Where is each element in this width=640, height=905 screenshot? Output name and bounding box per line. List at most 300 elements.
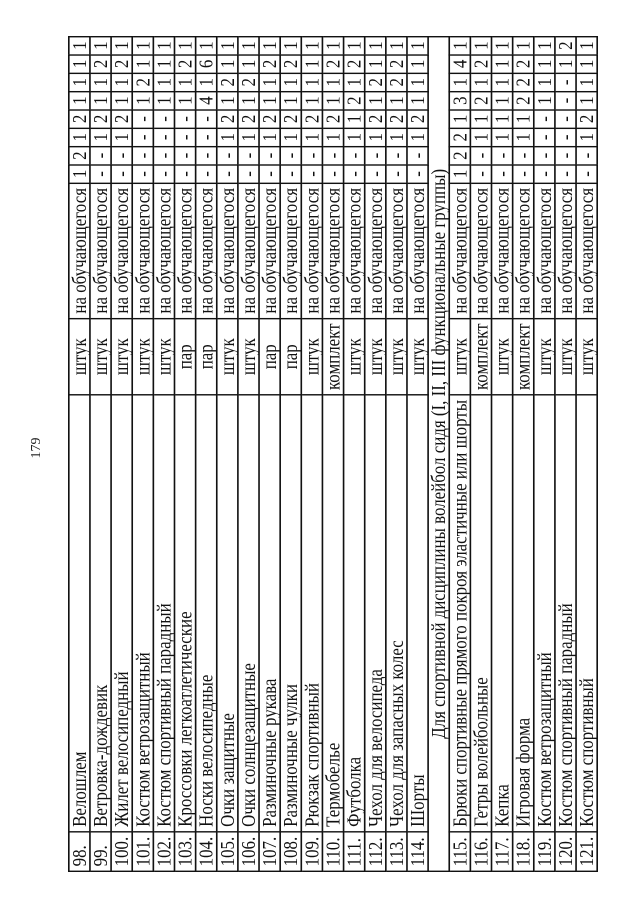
- quantity-cell: 2: [344, 55, 365, 73]
- quantity-cell: -: [196, 110, 217, 128]
- item-name: Костюм спортивный парадный: [153, 395, 174, 832]
- quantity-cell: 1: [69, 165, 90, 183]
- quantity-cell: 1: [153, 73, 174, 91]
- target-cell: на обучающегося: [365, 183, 386, 318]
- quantity-cell: -: [365, 146, 386, 164]
- quantity-cell: -: [386, 165, 407, 183]
- item-name: Костюм спортивный парадный: [555, 395, 576, 832]
- table-row: [365, 36, 386, 871]
- target-cell: на обучающегося: [407, 183, 428, 318]
- quantity-cell: -: [513, 165, 534, 183]
- quantity-cell: 1: [238, 91, 259, 109]
- row-number: 120.: [555, 832, 576, 871]
- quantity-cell: 1: [217, 128, 238, 146]
- row-number: 119.: [534, 832, 555, 871]
- quantity-cell: 1: [344, 110, 365, 128]
- table-row: [555, 36, 576, 871]
- quantity-cell: 2: [513, 91, 534, 109]
- quantity-cell: 1: [576, 36, 597, 54]
- item-name: Кепка: [492, 395, 513, 832]
- unit-cell: штук: [301, 319, 322, 395]
- item-name: Ветровка-дождевик: [90, 395, 111, 832]
- target-cell: на обучающегося: [576, 183, 597, 318]
- unit-cell: комплект: [470, 319, 491, 395]
- table-row: [132, 36, 153, 871]
- quantity-cell: -: [217, 146, 238, 164]
- row-number: 112.: [365, 832, 386, 871]
- row-number: 103.: [174, 832, 195, 871]
- quantity-cell: -: [153, 146, 174, 164]
- quantity-cell: 2: [111, 110, 132, 128]
- target-cell: на обучающегося: [301, 183, 322, 318]
- unit-cell: штук: [534, 319, 555, 395]
- quantity-cell: 2: [69, 146, 90, 164]
- quantity-cell: 1: [470, 36, 491, 54]
- table-row: [153, 36, 174, 871]
- quantity-cell: 2: [386, 73, 407, 91]
- target-cell: на обучающегося: [259, 183, 280, 318]
- quantity-cell: 1: [196, 73, 217, 91]
- quantity-cell: 1: [534, 36, 555, 54]
- target-cell: на обучающегося: [217, 183, 238, 318]
- quantity-cell: 2: [365, 110, 386, 128]
- quantity-cell: 1: [322, 91, 343, 109]
- unit-cell: пар: [196, 319, 217, 395]
- quantity-cell: 2: [280, 55, 301, 73]
- quantity-cell: -: [217, 165, 238, 183]
- quantity-cell: 1: [174, 36, 195, 54]
- quantity-cell: 1: [492, 110, 513, 128]
- item-name: Жилет велосипедный: [111, 395, 132, 832]
- quantity-cell: -: [322, 165, 343, 183]
- quantity-cell: 1: [238, 128, 259, 146]
- quantity-cell: 1: [470, 110, 491, 128]
- quantity-cell: 1: [69, 55, 90, 73]
- quantity-cell: 1: [407, 73, 428, 91]
- quantity-cell: -: [365, 165, 386, 183]
- quantity-cell: 1: [513, 128, 534, 146]
- quantity-cell: 2: [217, 110, 238, 128]
- unit-cell: штук: [407, 319, 428, 395]
- page-number: 179: [29, 437, 44, 459]
- quantity-cell: -: [492, 146, 513, 164]
- quantity-cell: 1: [111, 36, 132, 54]
- target-cell: на обучающегося: [386, 183, 407, 318]
- item-name: Гетры волейбольные: [470, 395, 491, 832]
- item-name: Разминочные рукава: [259, 395, 280, 832]
- table-row: [449, 36, 470, 871]
- unit-cell: пар: [280, 319, 301, 395]
- quantity-cell: -: [492, 165, 513, 183]
- quantity-cell: 1: [449, 110, 470, 128]
- quantity-cell: 2: [69, 110, 90, 128]
- unit-cell: штук: [69, 319, 90, 395]
- target-cell: на обучающегося: [280, 183, 301, 318]
- table-row: [322, 36, 343, 871]
- quantity-cell: 1: [111, 91, 132, 109]
- item-name: Очки солнцезащитные: [238, 395, 259, 832]
- quantity-cell: 2: [259, 110, 280, 128]
- quantity-cell: 1: [259, 73, 280, 91]
- row-number: 104.: [196, 832, 217, 871]
- quantity-cell: 1: [534, 73, 555, 91]
- quantity-cell: 2: [344, 91, 365, 109]
- unit-cell: штук: [111, 319, 132, 395]
- quantity-cell: -: [174, 110, 195, 128]
- table-row: [217, 36, 238, 871]
- quantity-cell: 2: [449, 128, 470, 146]
- quantity-cell: -: [153, 128, 174, 146]
- quantity-cell: 1: [90, 91, 111, 109]
- quantity-cell: 1: [238, 36, 259, 54]
- quantity-cell: 1: [576, 91, 597, 109]
- target-cell: на обучающегося: [492, 183, 513, 318]
- unit-cell: штук: [492, 319, 513, 395]
- quantity-cell: 1: [449, 36, 470, 54]
- target-cell: на обучающегося: [513, 183, 534, 318]
- quantity-cell: -: [344, 146, 365, 164]
- quantity-cell: 1: [280, 91, 301, 109]
- unit-cell: пар: [174, 319, 195, 395]
- quantity-cell: 1: [344, 73, 365, 91]
- quantity-cell: -: [196, 146, 217, 164]
- quantity-cell: -: [132, 110, 153, 128]
- quantity-cell: -: [259, 146, 280, 164]
- quantity-cell: 2: [90, 110, 111, 128]
- quantity-cell: 2: [470, 55, 491, 73]
- quantity-cell: -: [301, 146, 322, 164]
- unit-cell: штук: [449, 319, 470, 395]
- quantity-cell: -: [174, 128, 195, 146]
- item-name: Кроссовки легкоатлетические: [174, 395, 195, 832]
- table-row: [174, 36, 195, 871]
- quantity-cell: 1: [492, 91, 513, 109]
- quantity-cell: -: [555, 110, 576, 128]
- quantity-cell: 4: [196, 91, 217, 109]
- unit-cell: штук: [344, 319, 365, 395]
- quantity-cell: 2: [407, 110, 428, 128]
- quantity-cell: 1: [69, 73, 90, 91]
- row-number: 98.: [69, 832, 90, 871]
- quantity-cell: 1: [111, 73, 132, 91]
- quantity-cell: 1: [449, 165, 470, 183]
- target-cell: на обучающегося: [449, 183, 470, 318]
- table-row: [470, 36, 491, 871]
- quantity-cell: 1: [555, 55, 576, 73]
- quantity-cell: 1: [365, 128, 386, 146]
- unit-cell: комплект: [322, 319, 343, 395]
- table-row: [259, 36, 280, 871]
- item-name: Носки велосипедные: [196, 395, 217, 832]
- quantity-cell: 1: [407, 91, 428, 109]
- quantity-cell: 1: [534, 55, 555, 73]
- quantity-cell: -: [301, 165, 322, 183]
- quantity-cell: 2: [280, 110, 301, 128]
- unit-cell: штук: [576, 319, 597, 395]
- quantity-cell: 1: [492, 73, 513, 91]
- quantity-cell: 1: [132, 36, 153, 54]
- unit-cell: штук: [90, 319, 111, 395]
- item-name: Брюки спортивные прямого покроя эластичные или шорты: [449, 395, 470, 832]
- quantity-cell: 2: [513, 73, 534, 91]
- quantity-cell: -: [196, 128, 217, 146]
- item-name: Рюкзак спортивный: [301, 395, 322, 832]
- target-cell: на обучающегося: [132, 183, 153, 318]
- quantity-cell: 1: [576, 73, 597, 91]
- unit-cell: штук: [365, 319, 386, 395]
- quantity-cell: -: [407, 165, 428, 183]
- quantity-cell: 1: [492, 55, 513, 73]
- row-number: 100.: [111, 832, 132, 871]
- rotated-table-area: [68, 36, 598, 872]
- quantity-cell: -: [386, 146, 407, 164]
- item-name: Шорты: [407, 395, 428, 832]
- quantity-cell: 6: [196, 55, 217, 73]
- row-number: 99.: [90, 832, 111, 871]
- target-cell: на обучающегося: [174, 183, 195, 318]
- unit-cell: штук: [555, 319, 576, 395]
- row-number: 108.: [280, 832, 301, 871]
- row-number: 121.: [576, 832, 597, 871]
- quantity-cell: 1: [174, 73, 195, 91]
- quantity-cell: -: [238, 146, 259, 164]
- item-name: Очки защитные: [217, 395, 238, 832]
- target-cell: на обучающегося: [344, 183, 365, 318]
- table-row: [238, 36, 259, 871]
- target-cell: на обучающегося: [555, 183, 576, 318]
- row-number: 113.: [386, 832, 407, 871]
- quantity-cell: -: [555, 73, 576, 91]
- item-name: Костюм ветрозащитный: [132, 395, 153, 832]
- unit-cell: комплект: [513, 319, 534, 395]
- quantity-cell: 1: [470, 73, 491, 91]
- unit-cell: пар: [259, 319, 280, 395]
- quantity-cell: -: [90, 146, 111, 164]
- row-number: 114.: [407, 832, 428, 871]
- section-row: [428, 36, 449, 871]
- table-row: [344, 36, 365, 871]
- table-row: [196, 36, 217, 871]
- quantity-cell: 2: [238, 110, 259, 128]
- item-name: Разминочные чулки: [280, 395, 301, 832]
- quantity-cell: 1: [576, 55, 597, 73]
- quantity-cell: 1: [513, 110, 534, 128]
- quantity-cell: -: [534, 128, 555, 146]
- quantity-cell: -: [576, 165, 597, 183]
- unit-cell: штук: [153, 319, 174, 395]
- quantity-cell: 1: [132, 91, 153, 109]
- equipment-table: [68, 36, 598, 872]
- quantity-cell: 1: [90, 128, 111, 146]
- quantity-cell: -: [153, 110, 174, 128]
- quantity-cell: -: [280, 146, 301, 164]
- quantity-cell: 1: [449, 73, 470, 91]
- quantity-cell: -: [576, 146, 597, 164]
- quantity-cell: 2: [470, 91, 491, 109]
- quantity-cell: 2: [386, 55, 407, 73]
- quantity-cell: 1: [259, 91, 280, 109]
- quantity-cell: 1: [534, 91, 555, 109]
- quantity-cell: -: [132, 128, 153, 146]
- row-number: 118.: [513, 832, 534, 871]
- target-cell: на обучающегося: [534, 183, 555, 318]
- quantity-cell: 1: [492, 128, 513, 146]
- quantity-cell: 1: [407, 55, 428, 73]
- row-number: 101.: [132, 832, 153, 871]
- item-name: Игровая форма: [513, 395, 534, 832]
- quantity-cell: 1: [576, 128, 597, 146]
- row-number: 116.: [470, 832, 491, 871]
- quantity-cell: -: [555, 91, 576, 109]
- table-row: [301, 36, 322, 871]
- quantity-cell: 2: [111, 55, 132, 73]
- quantity-cell: 1: [386, 128, 407, 146]
- quantity-cell: -: [238, 165, 259, 183]
- quantity-cell: 1: [217, 55, 238, 73]
- quantity-cell: -: [555, 146, 576, 164]
- unit-cell: штук: [217, 319, 238, 395]
- quantity-cell: 1: [407, 128, 428, 146]
- quantity-cell: 2: [132, 73, 153, 91]
- quantity-cell: -: [174, 165, 195, 183]
- item-name: Костюм спортивный: [576, 395, 597, 832]
- row-number: 107.: [259, 832, 280, 871]
- table-row: [513, 36, 534, 871]
- quantity-cell: 1: [470, 128, 491, 146]
- quantity-cell: 1: [259, 36, 280, 54]
- quantity-cell: -: [280, 165, 301, 183]
- item-name: Чехол для запасных колес: [386, 395, 407, 832]
- table-row: [111, 36, 132, 871]
- quantity-cell: 1: [280, 128, 301, 146]
- quantity-cell: 2: [259, 55, 280, 73]
- row-number: 102.: [153, 832, 174, 871]
- target-cell: на обучающегося: [111, 183, 132, 318]
- quantity-cell: 2: [217, 73, 238, 91]
- item-name: Чехол для велосипеда: [365, 395, 386, 832]
- quantity-cell: 2: [174, 55, 195, 73]
- table-row: [576, 36, 597, 871]
- table-row: [386, 36, 407, 871]
- quantity-cell: 1: [217, 36, 238, 54]
- row-number: 106.: [238, 832, 259, 871]
- quantity-cell: -: [153, 165, 174, 183]
- quantity-cell: -: [174, 146, 195, 164]
- quantity-cell: 2: [449, 146, 470, 164]
- quantity-cell: 1: [69, 91, 90, 109]
- quantity-cell: 1: [365, 55, 386, 73]
- quantity-cell: 1: [259, 128, 280, 146]
- quantity-cell: 1: [153, 55, 174, 73]
- quantity-cell: 1: [132, 55, 153, 73]
- unit-cell: штук: [132, 319, 153, 395]
- quantity-cell: 1: [153, 91, 174, 109]
- quantity-cell: 1: [174, 91, 195, 109]
- quantity-cell: 1: [301, 36, 322, 54]
- quantity-cell: 1: [386, 36, 407, 54]
- target-cell: на обучающегося: [238, 183, 259, 318]
- item-name: Костюм ветрозащитный: [534, 395, 555, 832]
- quantity-cell: -: [132, 165, 153, 183]
- quantity-cell: 1: [407, 36, 428, 54]
- row-number: 117.: [492, 832, 513, 871]
- quantity-cell: -: [555, 165, 576, 183]
- quantity-cell: -: [470, 146, 491, 164]
- quantity-cell: 1: [365, 36, 386, 54]
- quantity-cell: 2: [555, 36, 576, 54]
- quantity-cell: 1: [365, 91, 386, 109]
- quantity-cell: -: [322, 146, 343, 164]
- quantity-cell: 2: [322, 110, 343, 128]
- quantity-cell: 2: [365, 73, 386, 91]
- quantity-cell: 1: [301, 128, 322, 146]
- table-row: [407, 36, 428, 871]
- unit-cell: штук: [238, 319, 259, 395]
- quantity-cell: 1: [322, 73, 343, 91]
- row-number: 105.: [217, 832, 238, 871]
- quantity-cell: -: [111, 146, 132, 164]
- quantity-cell: -: [407, 146, 428, 164]
- quantity-cell: -: [259, 165, 280, 183]
- row-number: 111.: [344, 832, 365, 871]
- target-cell: на обучающегося: [470, 183, 491, 318]
- quantity-cell: -: [132, 146, 153, 164]
- quantity-cell: 2: [576, 110, 597, 128]
- quantity-cell: 1: [280, 36, 301, 54]
- target-cell: на обучающегося: [69, 183, 90, 318]
- quantity-cell: -: [470, 165, 491, 183]
- quantity-cell: 2: [513, 55, 534, 73]
- quantity-cell: 1: [217, 91, 238, 109]
- target-cell: на обучающегося: [153, 183, 174, 318]
- target-cell: на обучающегося: [322, 183, 343, 318]
- quantity-cell: 2: [90, 55, 111, 73]
- quantity-cell: 2: [238, 73, 259, 91]
- quantity-cell: 1: [322, 128, 343, 146]
- target-cell: на обучающегося: [90, 183, 111, 318]
- quantity-cell: 1: [238, 55, 259, 73]
- quantity-cell: 2: [301, 110, 322, 128]
- quantity-cell: 1: [344, 36, 365, 54]
- quantity-cell: -: [90, 165, 111, 183]
- quantity-cell: 4: [449, 55, 470, 73]
- quantity-cell: 1: [153, 36, 174, 54]
- quantity-cell: -: [513, 146, 534, 164]
- quantity-cell: 1: [280, 73, 301, 91]
- table-row: [492, 36, 513, 871]
- table-row: [534, 36, 555, 871]
- item-name: Велошлем: [69, 395, 90, 832]
- table-row: [90, 36, 111, 871]
- quantity-cell: -: [534, 110, 555, 128]
- quantity-cell: 1: [301, 91, 322, 109]
- quantity-cell: 1: [301, 73, 322, 91]
- target-cell: на обучающегося: [196, 183, 217, 318]
- table-row: [280, 36, 301, 871]
- quantity-cell: -: [111, 165, 132, 183]
- row-number: 115.: [449, 832, 470, 871]
- quantity-cell: -: [534, 146, 555, 164]
- quantity-cell: 1: [301, 55, 322, 73]
- quantity-cell: 2: [386, 110, 407, 128]
- row-number: 109.: [301, 832, 322, 871]
- quantity-cell: 1: [344, 128, 365, 146]
- quantity-cell: 1: [513, 36, 534, 54]
- quantity-cell: -: [534, 165, 555, 183]
- quantity-cell: -: [555, 128, 576, 146]
- quantity-cell: 1: [386, 91, 407, 109]
- item-name: Термобелье: [322, 395, 343, 832]
